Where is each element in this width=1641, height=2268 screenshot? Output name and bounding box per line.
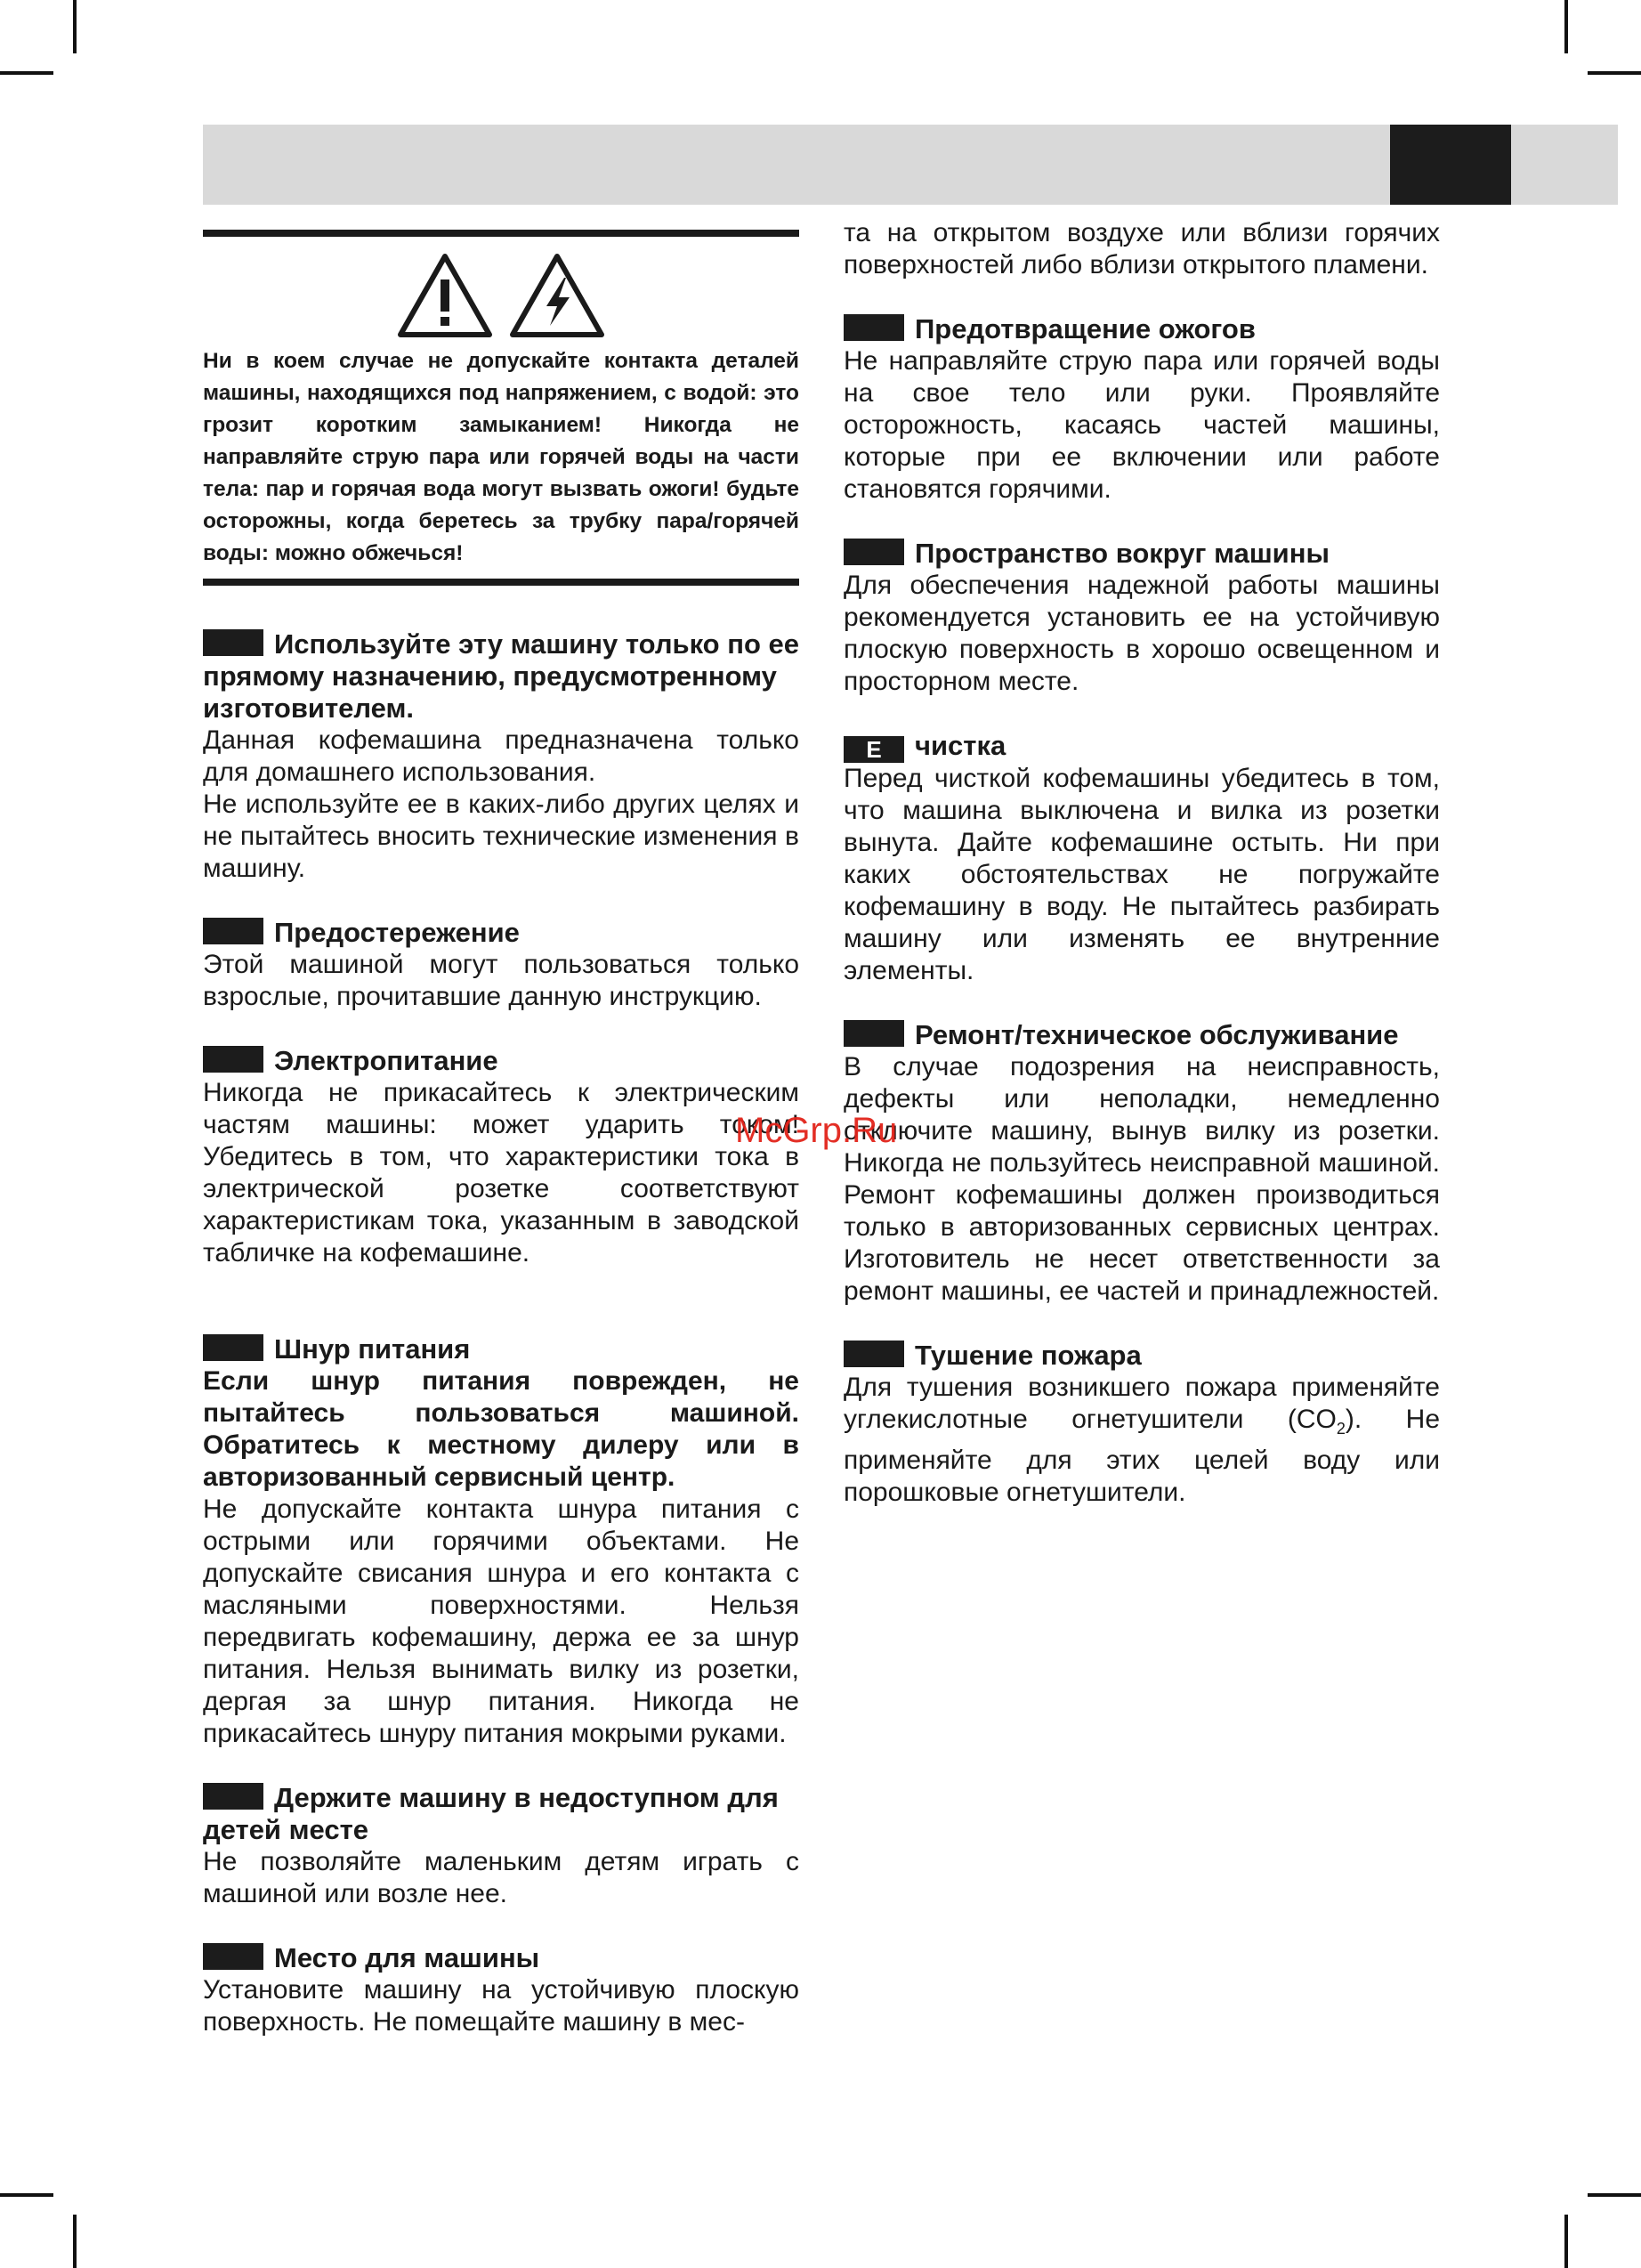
section-title — [203, 1045, 799, 1077]
section-tab — [203, 629, 263, 656]
paragraph: Не допускайте контакта шнура питания с острыми или горячими объектами. Не допускайте свисания шнура и его контакта с масляными поверхностями. Нельзя передвигать кофемашину, держа ее за шнур питания. Нельзя вынимать вилку из розетки, дергая за шнур питания. Никогда не прикасайтесь шнуру питания мокрыми руками. — [203, 1494, 799, 1748]
warning-rule-top — [203, 230, 799, 237]
subscript-2: 2 — [1336, 1420, 1346, 1438]
section-title-text: Держите машину в недоступном для детей месте — [203, 1782, 779, 1845]
paragraph — [844, 1372, 1440, 1509]
section-tab — [844, 1341, 904, 1367]
section-tab — [203, 1943, 263, 1970]
section-space — [844, 538, 1440, 698]
paragraph: Данная кофемашина предназначена только для домашнего использования. — [203, 725, 799, 787]
section-burns — [844, 313, 1440, 506]
warning-rule-bottom — [203, 579, 799, 586]
fire-text-b: ). Не применяйте для этих целей воду или порошковые огнетушители. — [844, 1405, 1440, 1507]
crop-mark — [0, 71, 53, 75]
section-title-text: Пространство вокруг машины — [915, 538, 1330, 569]
section-title-text: Электропитание — [274, 1045, 498, 1076]
watermark: McGrp.Ru — [735, 1111, 898, 1150]
section-title-text: Предостережение — [274, 917, 520, 948]
paragraph: Этой машиной могут пользоваться только взрослые, прочитавшие данную инструкцию. — [203, 950, 799, 1011]
section-cleaning — [844, 730, 1440, 987]
section-title-text: Тушение пожара — [915, 1340, 1142, 1371]
section-title-text: Используйте эту машину только по ее прямому назначению, предусмотренному изготовителем. — [203, 628, 799, 724]
section-tab — [203, 1334, 263, 1361]
section-title-text: Ремонт/техническое обслуживание — [915, 1019, 1399, 1050]
paragraph: Не направляйте струю пара или горячей воды на свое тело или руки. Проявляйте осторожность, касаясь частей машины, которые при ее включении или работе становятся горячими. — [844, 346, 1440, 504]
header-block — [1390, 125, 1511, 205]
section-title — [844, 538, 1440, 570]
section-title — [203, 1942, 799, 1974]
section-intended-use — [203, 628, 799, 885]
electric-hazard-icon — [507, 251, 607, 340]
section-tab — [844, 1020, 904, 1047]
paragraph: В случае подозрения на неисправность, дефекты или неполадки, немедленно отключите машину, вынув вилку из розетки. Никогда не пользуйтесь неисправной машиной. Ремонт кофемашины должен производиться только в авторизованных сервисных центрах. Изготовитель не несет ответственности за ремонт машины, ее частей и принадлежностей. — [844, 1052, 1440, 1306]
crop-mark — [73, 2215, 77, 2268]
section-title — [844, 730, 1440, 763]
section-caution — [203, 917, 799, 1013]
section-tab — [203, 1783, 263, 1810]
paragraph-bold: Если шнур питания поврежден, не пытайтесь пользоваться машиной. Обратитесь к местному дилеру или в авторизованный сервисный центр. — [203, 1366, 799, 1492]
section-title — [203, 628, 799, 725]
section-power-cord — [203, 1333, 799, 1750]
warning-text: Ни в коем случае не допускайте контакта деталей машины, находящихся под напряжением, с водой: это грозит коротким замыканием! Никогда не направляйте струю пара или горячей воды на части тела: пар и горячая вода могут вызвать ожоги! будьте осторожны, когда беретесь за трубку пара/горячей воды: можно обжечься! — [203, 349, 799, 565]
right-column — [844, 217, 1440, 1509]
section-placement — [203, 1942, 799, 2038]
section-title-text: чистка — [915, 730, 1006, 761]
paragraph: Никогда не прикасайтесь к электрическим частям машины: может ударить током! Убедитесь в том, что характеристики тока в электрической розетке соответствуют характеристикам тока, указанным в заводской табличке на кофемашине. — [203, 1078, 799, 1268]
crop-mark — [0, 2193, 53, 2197]
warning-icons — [203, 251, 799, 340]
section-children — [203, 1782, 799, 1910]
crop-mark — [1588, 71, 1641, 75]
crop-mark — [1564, 2215, 1568, 2268]
section-title — [844, 1019, 1440, 1051]
paragraph: Перед чисткой кофемашины убедитесь в том, что машина выключена и вилка из розетки вынута. Дайте кофемашине остыть. Ни при каких обстоятельствах не погружайте кофемашину в воду. Не пытайтесь разбирать машину или изменять ее внутренние элементы. — [844, 764, 1440, 985]
fire-text-a: Для тушения возникшего пожара применяйте углекислотные огнетушители (CO — [844, 1373, 1440, 1434]
warning-triangle-icon — [395, 251, 495, 340]
crop-mark — [73, 0, 77, 53]
section-title — [844, 1340, 1440, 1372]
section-tab — [844, 314, 904, 341]
section-tab-letter: E — [844, 736, 904, 763]
section-title-text: Место для машины — [274, 1942, 540, 1973]
paragraph: Установите машину на устойчивую плоскую поверхность. Не помещайте машину в мес- — [203, 1975, 799, 2037]
section-fire — [844, 1340, 1440, 1509]
section-power — [203, 1045, 799, 1269]
paragraph: Не позволяйте маленьким детям играть с машиной или возле нее. — [203, 1847, 799, 1908]
section-title — [203, 917, 799, 949]
section-title — [203, 1782, 799, 1846]
crop-mark — [1588, 2193, 1641, 2197]
section-tab — [203, 1046, 263, 1073]
section-title — [203, 1333, 799, 1365]
paragraph-continuation: та на открытом воздухе или вблизи горячих поверхностей либо вблизи открытого пламени. — [844, 218, 1440, 279]
paragraph: Для обеспечения надежной работы машины рекомендуется установить ее на устойчивую плоскую поверхность в хорошо освещенном и просторном месте. — [844, 571, 1440, 696]
section-tab — [844, 539, 904, 565]
paragraph: Не используйте ее в каких-либо других целях и не пытайтесь вносить технические изменения в машину. — [203, 790, 799, 883]
crop-mark — [1564, 0, 1568, 53]
section-repair — [844, 1019, 1440, 1308]
section-title-text: Шнур питания — [274, 1333, 471, 1365]
left-column — [203, 230, 799, 2038]
section-title — [844, 313, 1440, 345]
section-title-text: Предотвращение ожогов — [915, 313, 1256, 344]
section-tab — [203, 918, 263, 944]
